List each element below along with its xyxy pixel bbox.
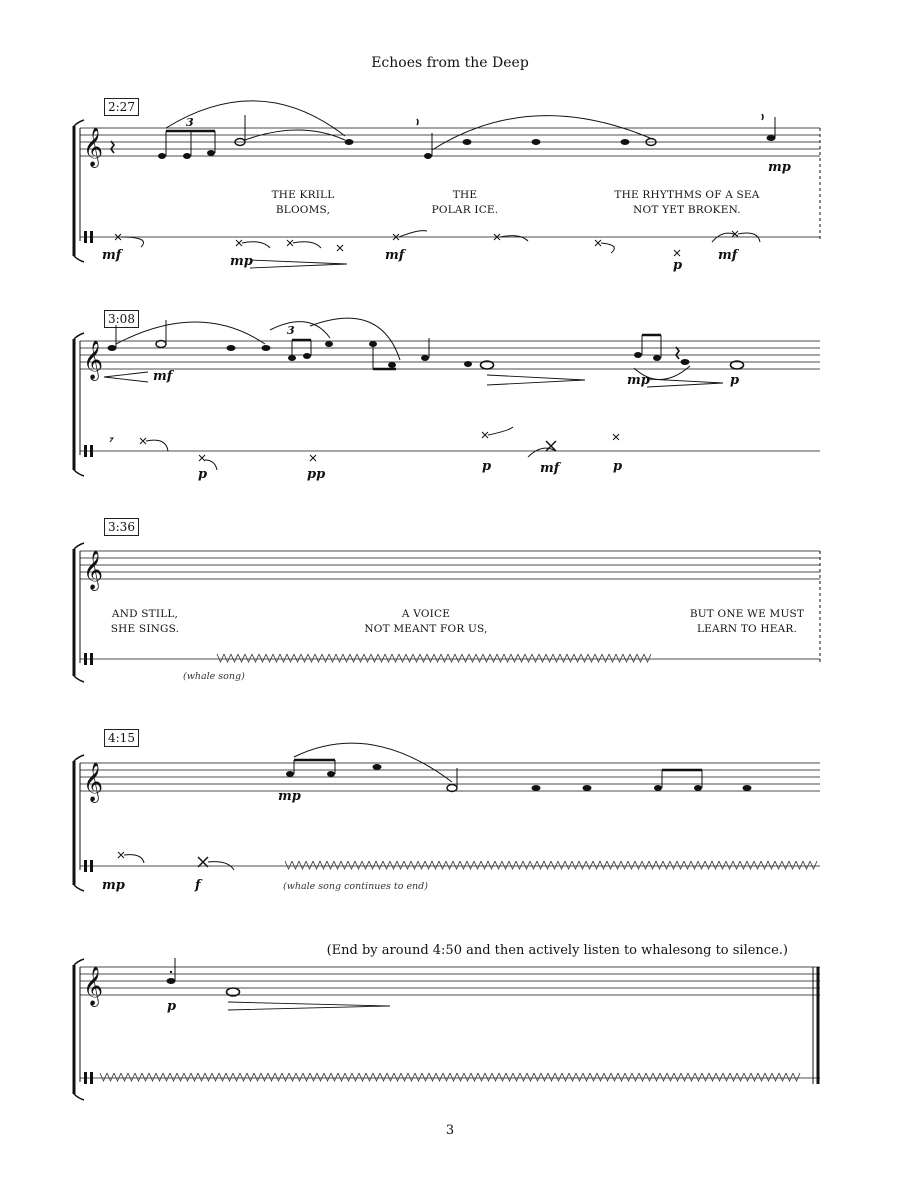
svg-text:𝄞: 𝄞 bbox=[83, 340, 104, 380]
svg-text:𝄞: 𝄞 bbox=[83, 966, 104, 1006]
dynamic-marking: mp bbox=[768, 160, 791, 175]
dynamic-marking: mp bbox=[278, 789, 301, 804]
dynamic-marking: mf bbox=[102, 248, 122, 263]
system-2 bbox=[74, 318, 820, 476]
tuplet-number: 3 bbox=[287, 324, 295, 337]
time-marker-3: 3:36 bbox=[104, 518, 139, 536]
dynamic-marking: p bbox=[673, 258, 683, 273]
score-title: Echoes from the Deep bbox=[371, 55, 529, 71]
dynamic-marking: p bbox=[613, 459, 623, 474]
end-direction: (End by around 4:50 and then actively listen to whalesong to silence.) bbox=[326, 943, 788, 958]
dynamic-marking: p bbox=[167, 999, 177, 1014]
dynamic-marking: mf bbox=[540, 461, 560, 476]
narration-text: BUT ONE WE MUST LEARN TO HEAR. bbox=[689, 608, 805, 635]
dynamic-marking: p bbox=[198, 467, 208, 482]
system-4 bbox=[74, 743, 820, 891]
time-marker-1: 2:27 bbox=[104, 98, 139, 116]
time-marker-2: 3:08 bbox=[104, 310, 139, 328]
dynamic-marking: mp bbox=[102, 878, 125, 893]
dynamic-marking: p bbox=[482, 459, 492, 474]
performance-note: (whale song continues to end) bbox=[283, 881, 428, 892]
system-3 bbox=[74, 543, 820, 682]
dynamic-marking: mf bbox=[385, 248, 405, 263]
dynamic-marking: mf bbox=[153, 369, 173, 384]
tuplet-number: 3 bbox=[186, 116, 194, 129]
page-number: 3 bbox=[445, 1123, 455, 1138]
dynamic-marking: mf bbox=[718, 248, 738, 263]
system-5 bbox=[74, 958, 820, 1100]
dynamic-marking: mp bbox=[230, 254, 253, 269]
narration-text: A VOICE NOT MEANT FOR US, bbox=[364, 608, 488, 635]
svg-text:𝄞: 𝄞 bbox=[83, 762, 104, 802]
narration-text: THE POLAR ICE. bbox=[431, 189, 499, 216]
svg-text:𝄞: 𝄞 bbox=[83, 127, 104, 167]
dynamic-marking: mp bbox=[627, 373, 650, 388]
performance-note: (whale song) bbox=[183, 671, 245, 682]
dynamic-marking: f bbox=[195, 878, 201, 893]
time-marker-4: 4:15 bbox=[104, 729, 139, 747]
dynamic-marking: p bbox=[730, 373, 740, 388]
svg-text:𝄞: 𝄞 bbox=[83, 550, 104, 590]
dynamic-marking: pp bbox=[307, 467, 326, 482]
narration-text: AND STILL, SHE SINGS. bbox=[110, 608, 180, 635]
narration-text: THE RHYTHMS OF A SEA NOT YET BROKEN. bbox=[614, 189, 760, 216]
narration-text: THE KRILL BLOOMS, bbox=[271, 189, 335, 216]
